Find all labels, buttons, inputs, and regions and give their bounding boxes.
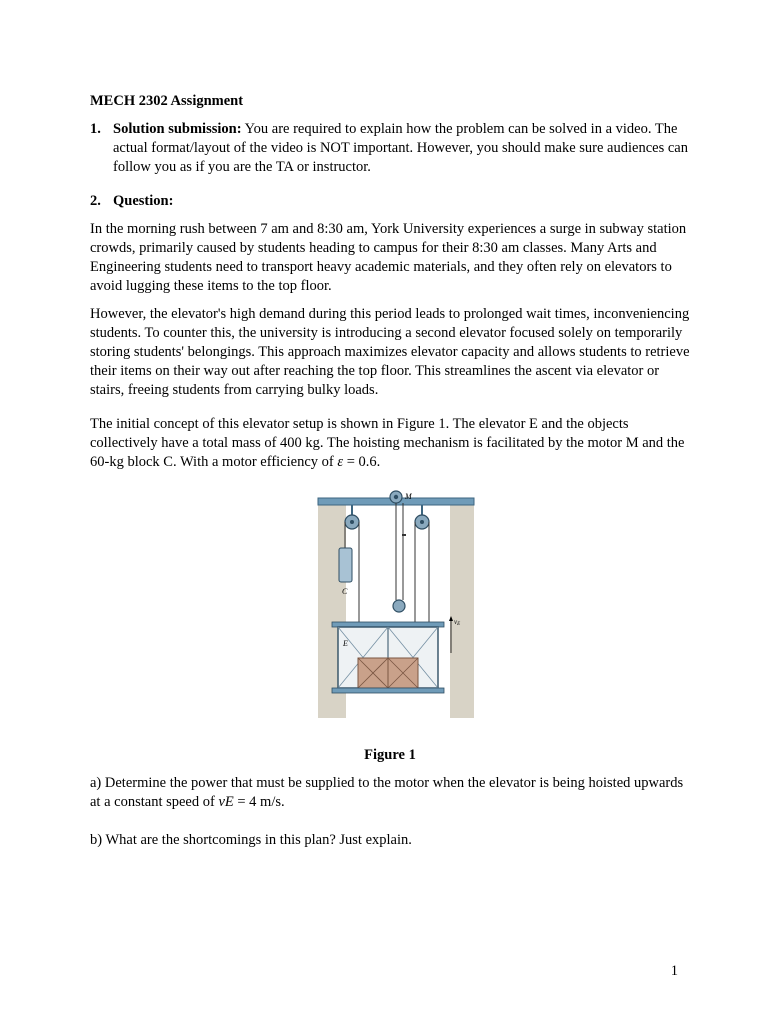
submission-text: [113, 120, 690, 177]
counterweight-block: [339, 548, 352, 582]
list-number: 1.: [90, 121, 101, 137]
shaft-wall-right: [450, 500, 474, 718]
question-a-value: = 4 m/s.: [233, 794, 285, 810]
page-number: 1: [670, 963, 678, 979]
submission-label: Solution submission:: [113, 121, 242, 137]
elevator-diagram: [316, 488, 476, 720]
paragraph-setup: [90, 415, 690, 472]
document-page: [90, 92, 690, 859]
elevator-top: [332, 622, 444, 627]
paragraph-problem: However, the elevator's high demand during this period leads to prolonged wait times, inconveniencing students. To counter this, the university is introducing a second elevator focused solely on temporarily storing students' belongings. This approach maximizes elevator capacity and allows students to retrieve their items on their way out after reaching the top floor. This streamlines the ascent via elevator or stairs, freeing students from carrying bulky loads.: [90, 306, 690, 398]
list-number: 2.: [90, 193, 101, 209]
submission-body: You are required to explain how the problem can be solved in a video. The actual format/layout of the video is NOT important. However, you should make sure audiences can follow you as if you are the TA or instructor.: [113, 121, 688, 175]
question-a-text: a) Determine the power that must be supplied to the motor when the elevator is being hoisted upwards at a constant speed of: [90, 775, 684, 810]
paragraph-context: In the morning rush between 7 am and 8:30 am, York University experiences a surge in subway station crowds, primarily caused by students heading to campus for their 8:30 am classes. Many Arts and Engineering students need to transport heavy academic materials, and they often rely on elevators to avoid lugging these items to the top floor.: [90, 221, 687, 294]
list-item-question: [90, 192, 690, 211]
setup-text: The initial concept of this elevator setup is shown in Figure 1. The elevator E and the objects collectively have a total mass of 400 kg. The hoisting mechanism is facilitated by the motor M and the 60-kg block C. With a motor efficiency of: [90, 416, 685, 470]
setup-efficiency: = 0.6.: [343, 454, 381, 470]
document-title: MECH 2302 Assignment: [90, 93, 244, 109]
question-b: b) What are the shortcomings in this plan? Just explain.: [90, 832, 412, 848]
list-item-submission: [90, 120, 690, 177]
motor-label: M: [405, 492, 412, 501]
velocity-symbol: vE: [218, 794, 234, 810]
velocity-label: vE: [454, 618, 461, 627]
elevator-floor: [332, 688, 444, 693]
epsilon-symbol: ε: [337, 454, 344, 470]
question-a: [90, 774, 690, 812]
elevator-label: E: [343, 639, 348, 648]
elevator-pulley-icon: [393, 600, 405, 612]
question-label: Question:: [113, 193, 174, 209]
figure-1: [90, 488, 690, 726]
counterweight-label: C: [342, 587, 348, 596]
figure-caption: Figure 1: [364, 747, 416, 763]
